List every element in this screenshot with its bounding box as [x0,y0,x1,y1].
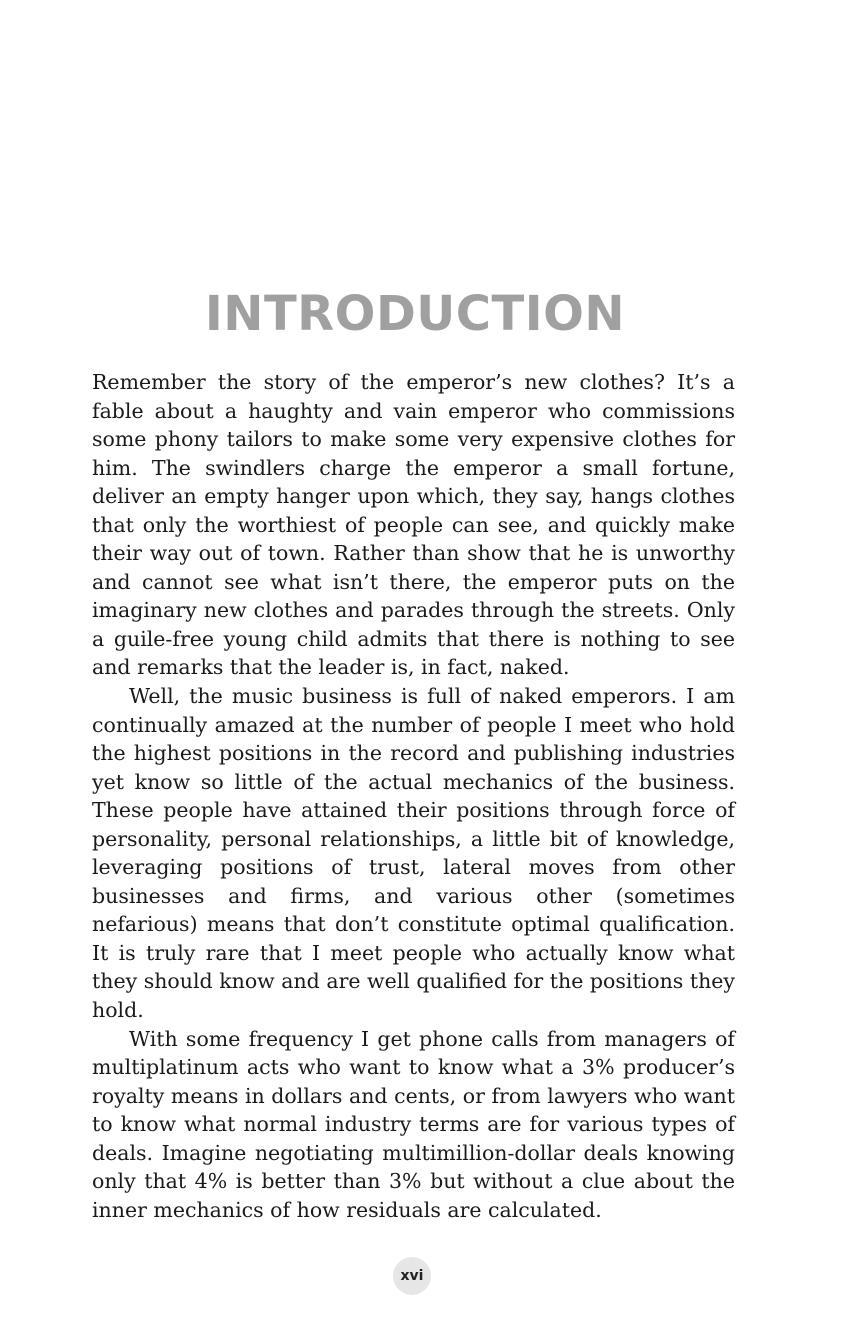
paragraph: With some frequency I get phone calls from managers of multiplatinum acts who want to know what a 3% producer’s royalty means in dollars and cents, or from lawyers who want to know what normal industry terms are for various types of deals. Imagine negotiating multimillion-dollar deals knowing only that 4% is better than 3% but without a clue about the inner mechanics of how residuals are calculated. [92,1026,735,1222]
page-number: xvi [393,1257,431,1295]
paragraph: Remember the story of the emperor’s new clothes? It’s a fable about a haughty and vain emperor who commissions some phony tailors to make some very expensive clothes for him. The swindlers charge the emperor a small fortune, deliver an empty hanger upon which, they say, hangs clothes that only the worthiest of people can see, and quickly make their way out of town. Rather than show that he is unworthy and cannot see what isn’t there, the emperor puts on the imaginary new clothes and parades through the streets. Only a guile-free young child admits that there is nothing to see and remarks that the leader is, in fact, naked. [92,370,735,680]
paragraph: Well, the music business is full of naked emperors. I am continually amazed at the number of people I meet who hold the highest positions in the record and publishing industries yet know so little of the actual mechanics of the business. These people have attained their positions through force of personality, personal relationships, a little bit of knowledge, leveraging positions of trust, lateral moves from other businesses and firms, and various other (sometimes nefarious) means that don’t constitute optimal qualification. It is truly rare that I meet people who actually know what they should know and are well qualified for the positions they hold. [92,684,735,1023]
body-text [92,368,735,1224]
chapter-title: INTRODUCTION [204,286,626,342]
